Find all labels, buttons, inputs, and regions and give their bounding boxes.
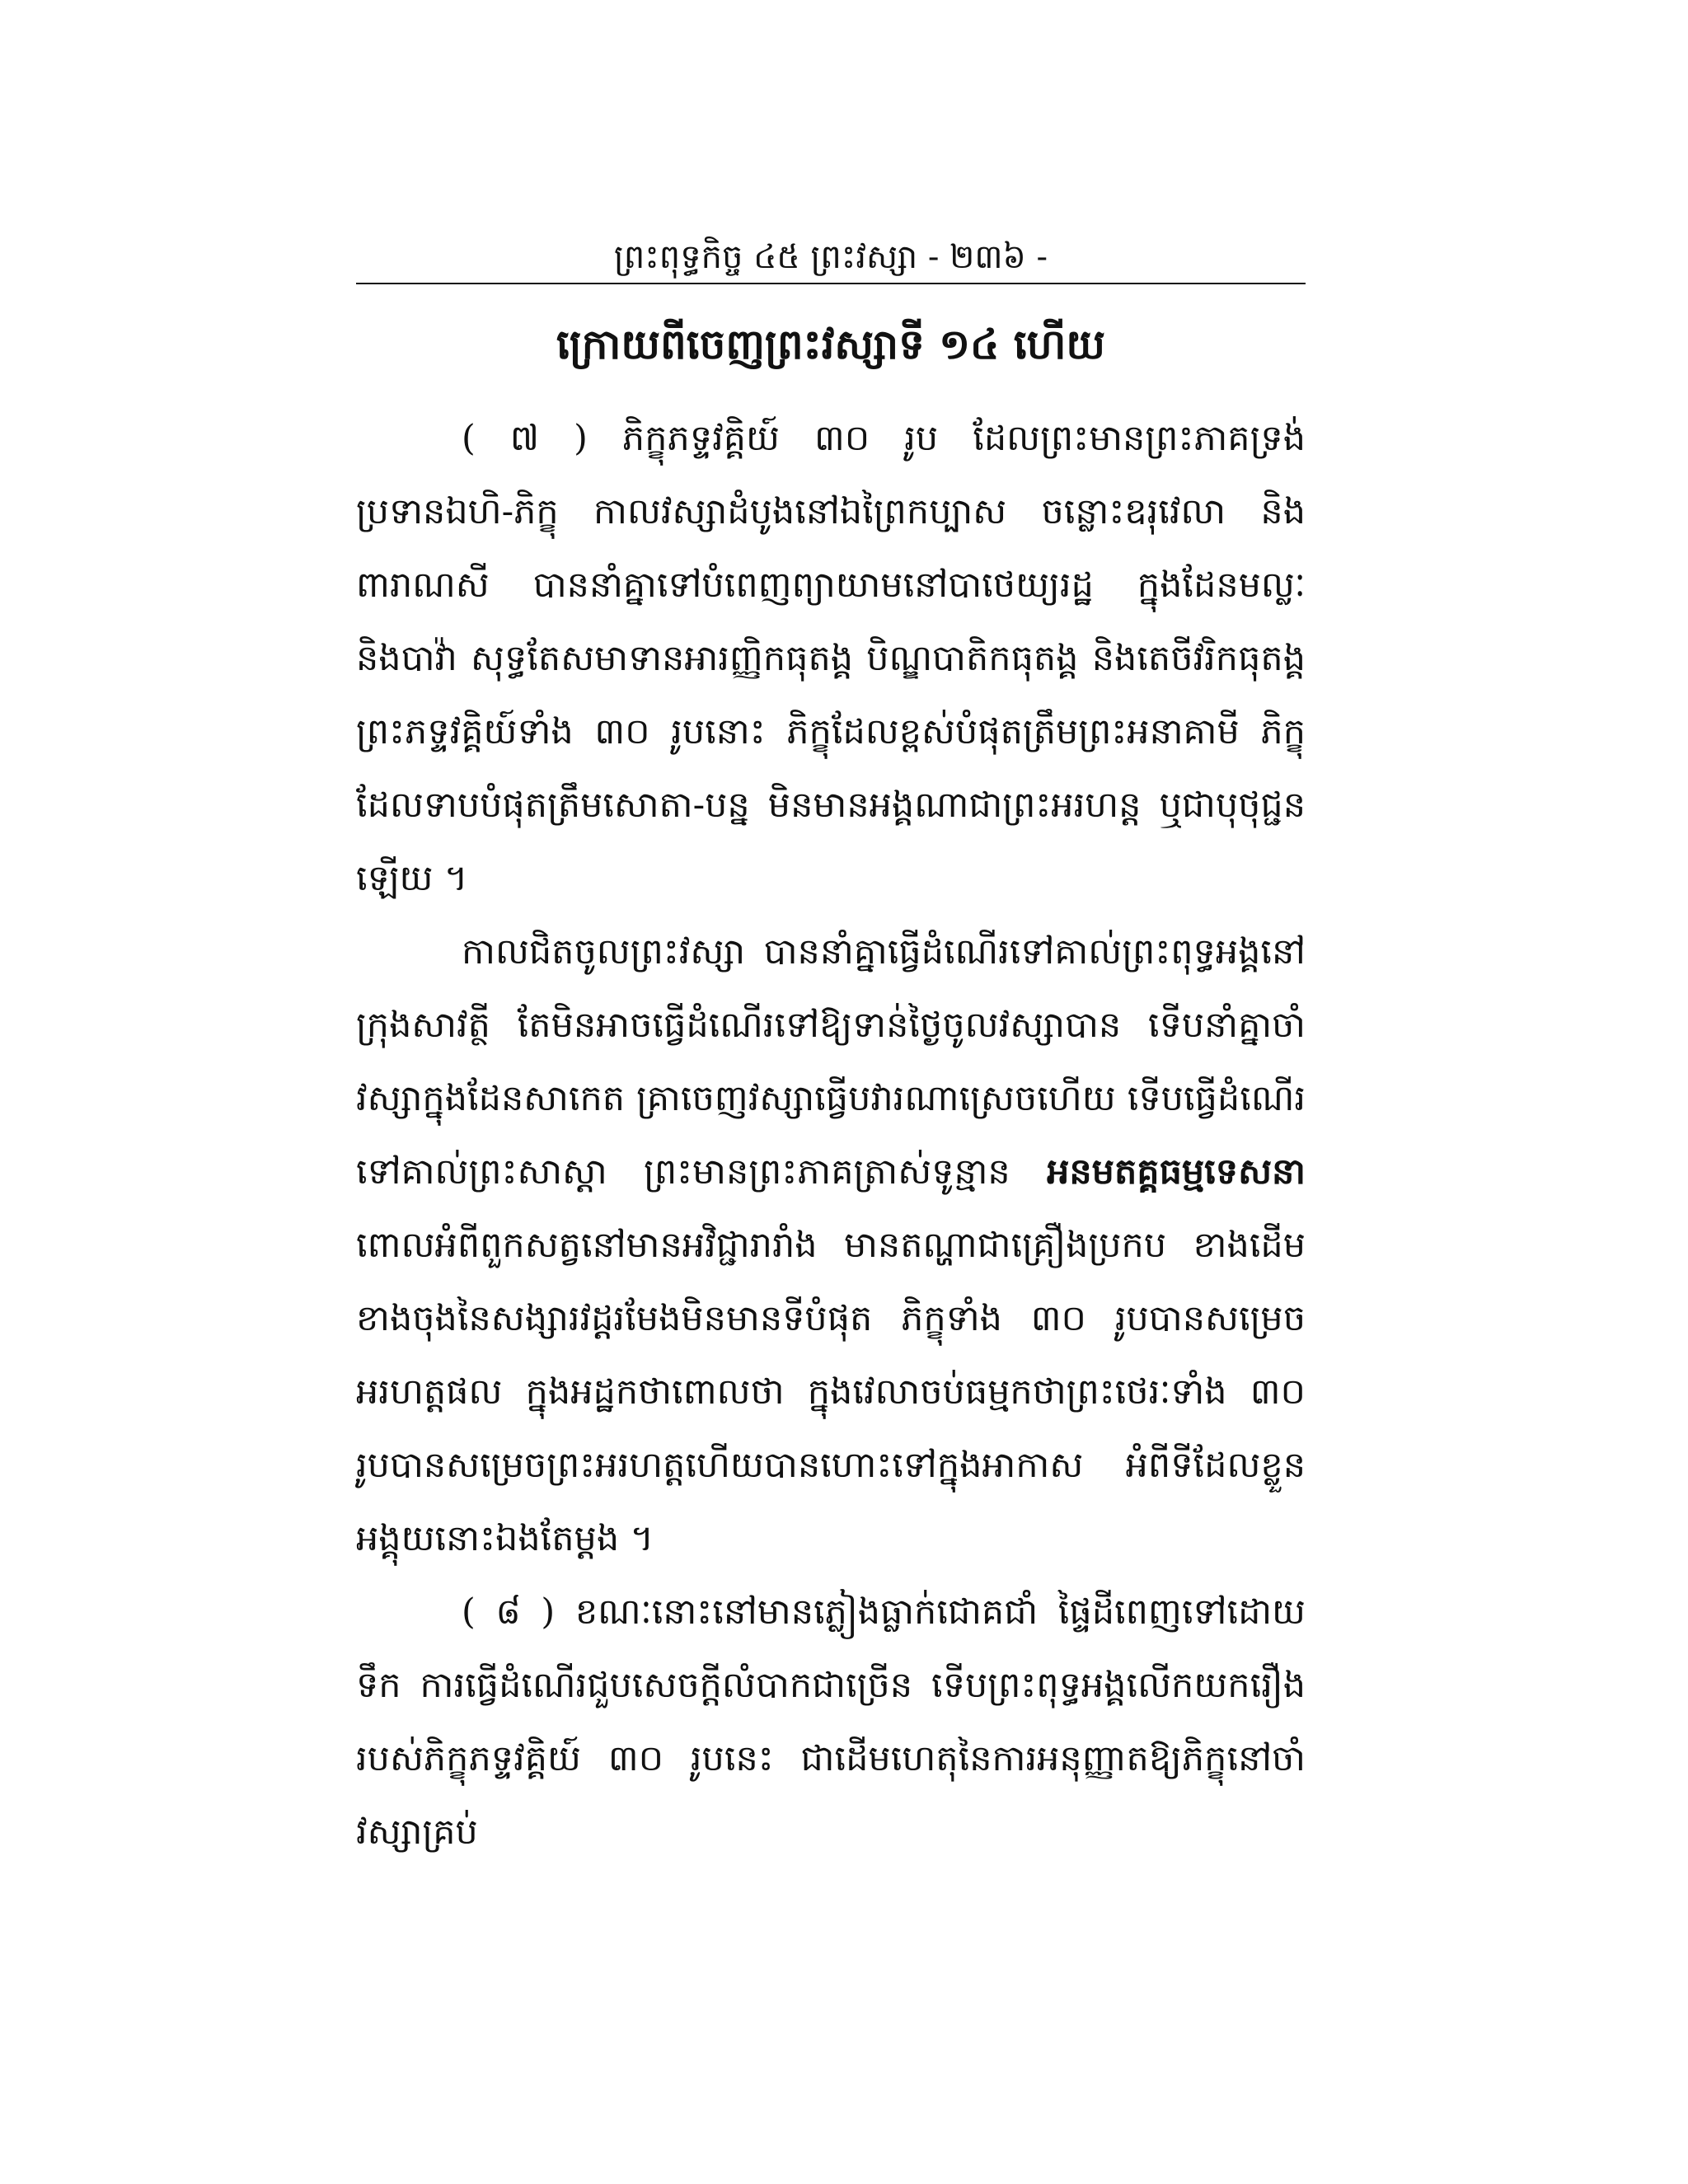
sutta-title: អនមតគ្គធម្មទេសនា [1047,1151,1306,1193]
paragraph-7: ( ៧ ) ភិក្ខុភទ្ទវគ្គិយ៍ ៣០ រូប ដែលព្រះមានព្រះភាគទ្រង់ប្រទានឯហិ‐ភិក្ខុ កាលវស្សាដំបូងនៅឯព្រៃកប្បាស ចន្លោះឧរុវេលា និងពារាណសី បាននាំគ្នាទៅបំពេញព្យាយាមនៅបាថេយ្យរដ្ឋ ក្នុងដែនមល្លៈ និងបាវ៉ា សុទ្ធតែសមាទានអារញ្ញិកធុតង្គ បិណ្ឌបាតិកធុតង្គ និងតេចីវរិកធុតង្គ ព្រះភទ្ទវគ្គិយ៍ទាំង ៣០ រូបនោះ ភិក្ខុដែលខ្ពស់បំផុតត្រឹមព្រះអនាគាមី ភិក្ខុដែលទាបបំផុតត្រឹមសោតា‐បន្ន មិនមានអង្គណាជាព្រះអរហន្ត ឬជាបុថុជ្ជនឡើយ ។ [356,418,1306,899]
paragraph-teaching [356,916,1306,1576]
paragraph-text: កាលជិតចូលព្រះវស្សា បាននាំគ្នាធ្វើដំណើរទៅគាល់ព្រះពុទ្ធអង្គនៅក្រុងសាវត្ថី តែមិនអាចធ្វើដំណើរទៅឱ្យទាន់ថ្ងៃចូលវស្សាបាន ទើបនាំគ្នាចាំវស្សាក្នុងដែនសាកេត គ្រាចេញវស្សាធ្វើបវារណាស្រេចហើយ ទើបធ្វើដំណើរទៅគាល់ព្រះសាស្ដា ព្រះមានព្រះភាគត្រាស់ទូន្មាន [356,931,1306,1193]
section-title: ក្រោយពីចេញព្រះវស្សាទី ១៤ ហើយ [556,320,1105,368]
paragraph-text: ពោលអំពីពួកសត្វនៅមានអវិជ្ជារារាំង មានតណ្ហាជាគ្រឿងប្រកប ខាងដើមខាងចុងនៃសង្សារវដ្ដរមែងមិនមានទីបំផុត ភិក្ខុទាំង ៣០ រូបបានសម្រេចអរហត្តផល ក្នុងអដ្ឋកថាពោលថា ក្នុងវេលាចប់ធម្មកថាព្រះថេរៈទាំង ៣០ រូបបានសម្រេចព្រះអរហត្តហើយបានហោះទៅក្នុងអាកាស អំពីទីដែលខ្លួនអង្គុយនោះឯងតែម្ដង ។ [356,1225,1306,1559]
running-header: ព្រះពុទ្ធកិច្ច ៤៥ ព្រះវស្សា ‐ ២៣៦ ‐ [613,238,1048,276]
header-rule [356,283,1306,284]
body-text [356,402,1306,1869]
paragraph-8: ( ៨ ) ខណៈនោះនៅមានភ្លៀងធ្លាក់ជោគជាំ ផ្ទៃដីពេញទៅដោយទឹក ការធ្វើដំណើរជួបសេចក្ដីលំបាកជាច្រើន ទើបព្រះពុទ្ធអង្គលើកយករឿងរបស់ភិក្ខុភទ្ទវគ្គិយ៍ ៣០ រូបនេះ ជាដើមហេតុនៃការអនុញ្ញាតឱ្យភិក្ខុនៅចាំវស្សាគ្រប់ [356,1591,1306,1853]
